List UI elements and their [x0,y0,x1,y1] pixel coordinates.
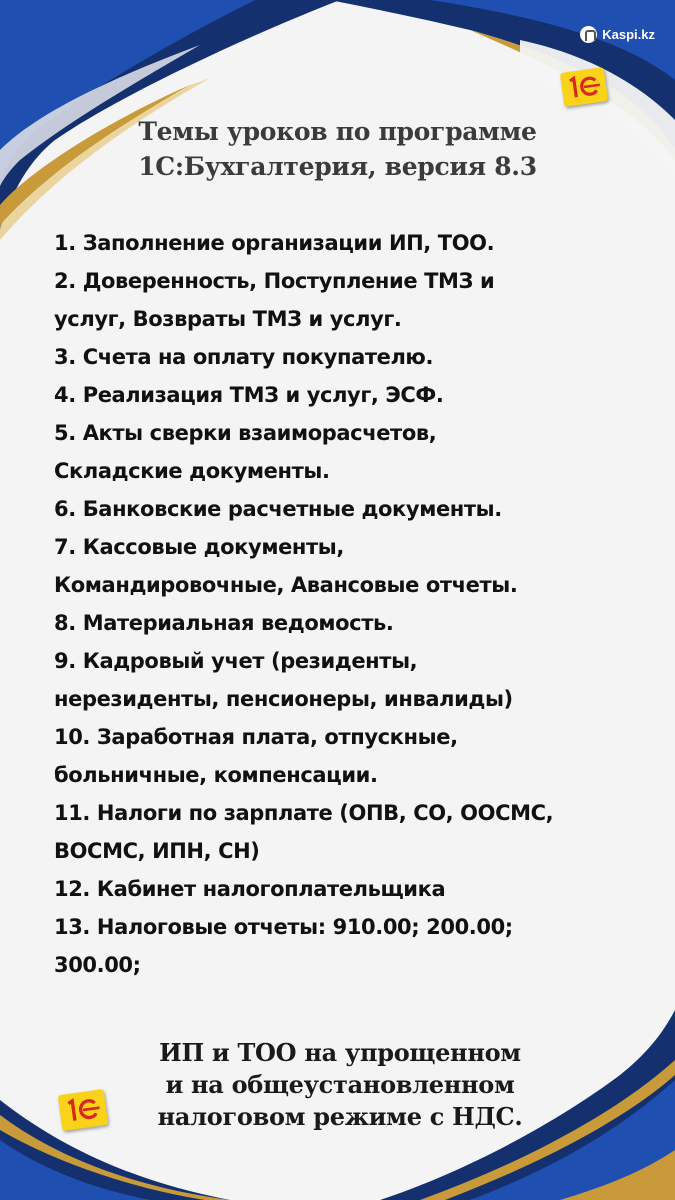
topic-line: услуг, Возвраты ТМЗ и услуг. [54,307,402,331]
topic-line: 1. Заполнение организации ИП, ТОО. [54,231,495,255]
topic-line: 5. Акты сверки взаиморасчетов, [54,421,437,445]
topic-line: нерезиденты, пенсионеры, инвалиды) [54,687,513,711]
title-line-1: Темы уроков по программе [138,117,537,146]
topic-line: 9. Кадровый учет (резиденты, [54,649,418,673]
topic-line: 4. Реализация ТМЗ и услуг, ЭСФ. [54,383,444,407]
topic-line: Складские документы. [54,459,330,483]
footer-line-2: и на общеустановленном [165,1070,515,1099]
topic-line: Командировочные, Авансовые отчеты. [54,573,518,597]
topic-line: 8. Материальная ведомость. [54,611,394,635]
topic-line: 12. Кабинет налогоплательщика [54,877,446,901]
1c-logo-icon [58,1089,109,1131]
footer-tagline [140,1037,540,1133]
topic-line: 11. Налоги по зарплате (ОПВ, СО, ООСМС, [54,801,554,825]
title-line-2: 1С:Бухгалтерия, версия 8.3 [138,152,537,181]
page-title [0,114,675,184]
topic-line: 13. Налоговые отчеты: 910.00; 200.00; [54,915,513,939]
1c-logo-icon [560,67,608,107]
topic-line: 300.00; [54,953,141,977]
topic-line: 6. Банковские расчетные документы. [54,497,502,521]
kaspi-bag-icon [580,26,597,43]
topic-line: ВОСМС, ИПН, СН) [54,839,260,863]
footer-line-1: ИП и ТОО на упрощенном [159,1038,521,1067]
footer-line-3: налоговом режиме с НДС. [157,1102,523,1131]
watermark-text: Kaspi.kz [602,27,655,42]
kaspi-watermark [580,26,655,43]
topic-line: больничные, компенсации. [54,763,378,787]
topic-line: 10. Заработная плата, отпускные, [54,725,458,749]
topic-line: 2. Доверенность, Поступление ТМЗ и [54,269,495,293]
lesson-topics-list [54,224,654,984]
topic-line: 3. Счета на оплату покупателю. [54,345,434,369]
topic-line: 7. Кассовые документы, [54,535,344,559]
